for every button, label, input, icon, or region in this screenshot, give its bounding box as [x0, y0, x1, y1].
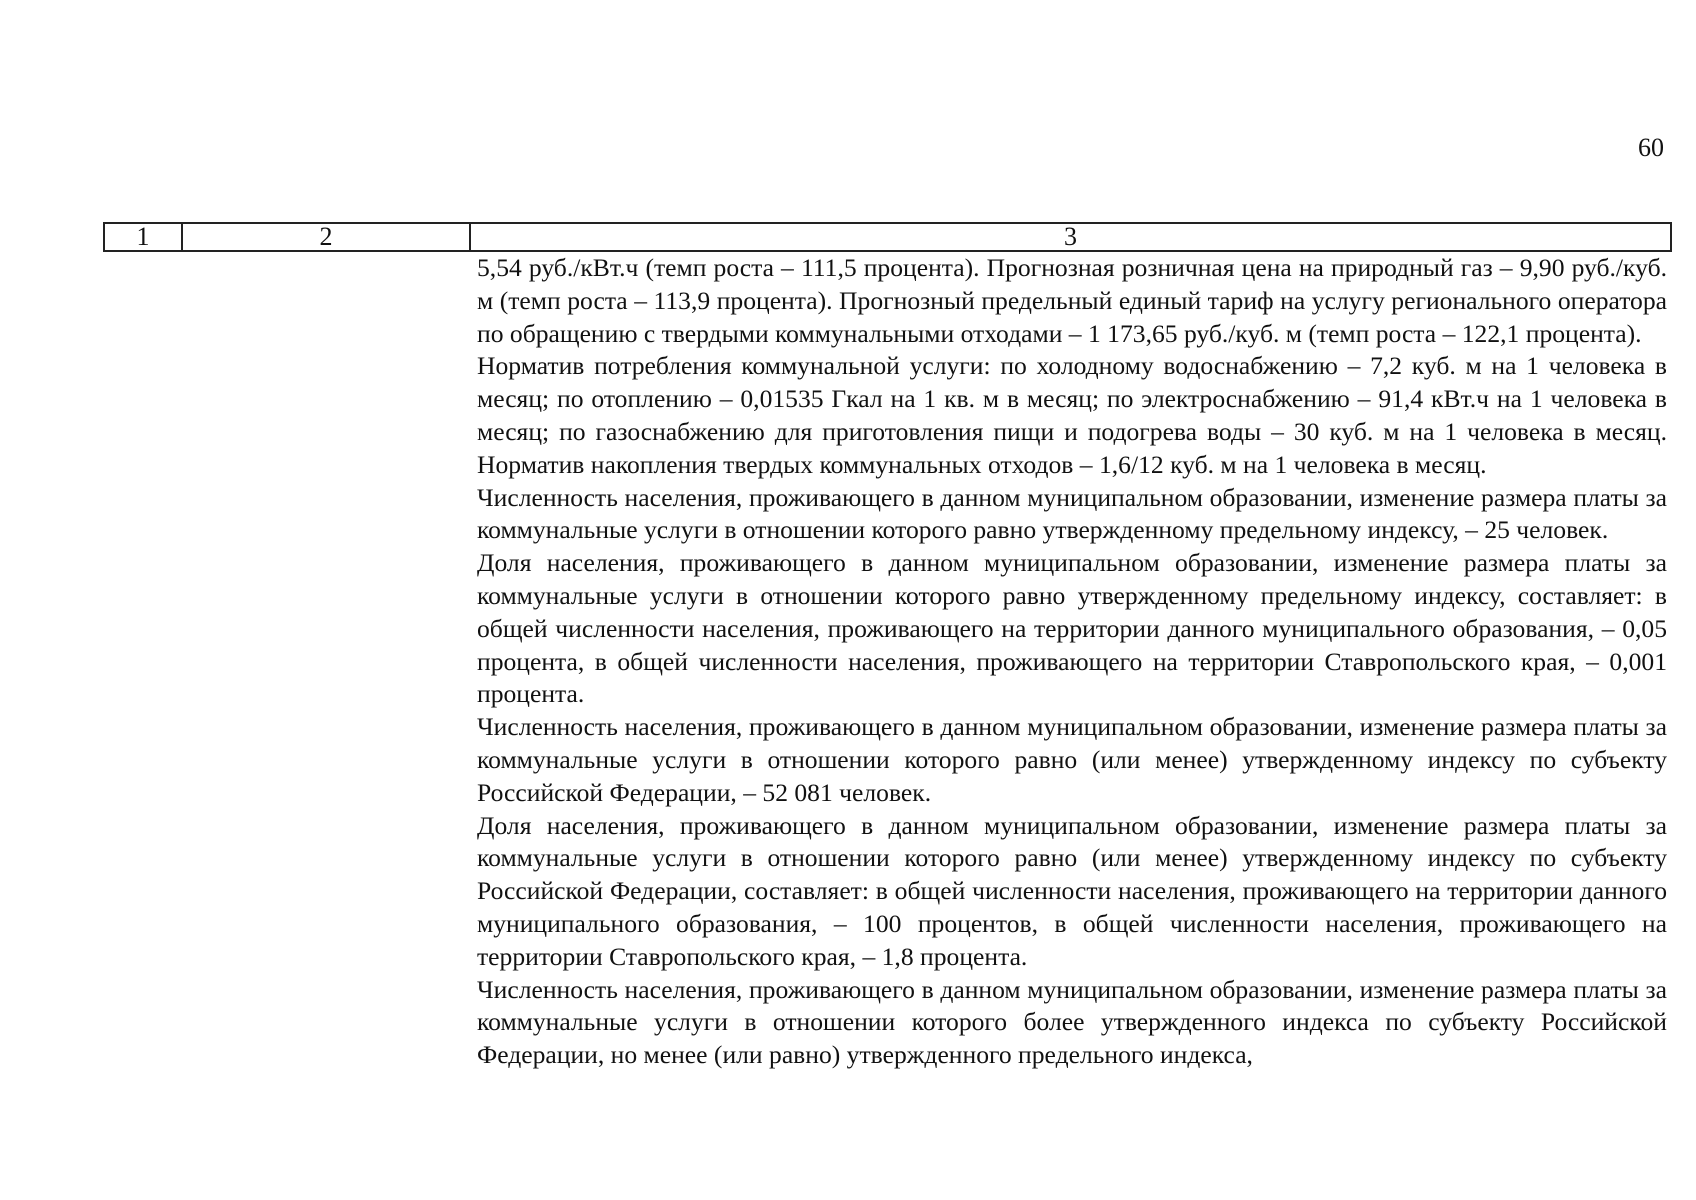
column-header-table — [103, 222, 1672, 252]
paragraph-population-above-index: Численность населения, проживающего в данном муниципальном образовании, изменение размера платы за коммунальные услуги в отношении которого более утвержденного индекса по субъекту Российской Федерации, но менее (или равно) утвержденного предельного индекса, — [477, 974, 1667, 1070]
column-header-2: 2 — [182, 223, 470, 251]
paragraph-consumption-norms: Норматив потребления коммунальной услуги: по холодному водоснабжению – 7,2 куб. м на 1 человека в месяц; по отоплению – 0,01535 Гкал на 1 кв. м в месяц; по электроснабжению – 91,4 кВт.ч на 1 человека в месяц; по газоснабжению для приготовления пищи и подогрева воды – 30 куб. м на 1 человека в месяц. Норматив накопления твердых коммунальных отходов – 1,6/12 куб. м на 1 человека в месяц. — [477, 351, 1667, 479]
document-body-text — [477, 252, 1667, 1072]
paragraph-population-equal-or-less-index: Численность населения, проживающего в данном муниципальном образовании, изменение размера платы за коммунальные услуги в отношении которого равно (или менее) утвержденному индексу по субъекту Российской Федерации, – 52 081 человек. — [477, 712, 1667, 807]
column-header-1: 1 — [104, 223, 182, 251]
paragraph-share-equal-max-index: Доля населения, проживающего в данном муниципальном образовании, изменение размера платы за коммунальные услуги в отношении которого равно утвержденному предельному индексу, составляет: в общей численности населения, проживающего на территории данного муниципального образования, – 0,05 процента, в общей численности населения, проживающего на территории Ставропольского края, – 0,001 процента. — [477, 548, 1667, 709]
paragraph-share-equal-or-less-index: Доля населения, проживающего в данном муниципальном образовании, изменение размера платы за коммунальные услуги в отношении которого равно (или менее) утвержденному индексу по субъекту Российской Федерации, составляет: в общей численности населения, проживающего на территории данного муниципального образования, – 100 процентов, в общей численности населения, проживающего на территории Ставропольского края, – 1,8 процента. — [477, 810, 1667, 971]
column-header-row — [104, 223, 1671, 251]
paragraph-population-equal-max-index: Численность населения, проживающего в данном муниципальном образовании, изменение размера платы за коммунальные услуги в отношении которого равно утвержденному предельному индексу, – 25 человек. — [477, 482, 1667, 545]
column-header-3: 3 — [470, 223, 1671, 251]
paragraph-tariffs: 5,54 руб./кВт.ч (темп роста – 111,5 процента). Прогнозная розничная цена на природный газ – 9,90 руб./куб. м (темп роста – 113,9 процента). Прогнозный предельный единый тариф на услугу регионального оператора по обращению с твердыми коммунальными отходами – 1 173,65 руб./куб. м (темп роста – 122,1 процента). — [477, 253, 1667, 348]
page-number: 60 — [1638, 133, 1664, 162]
